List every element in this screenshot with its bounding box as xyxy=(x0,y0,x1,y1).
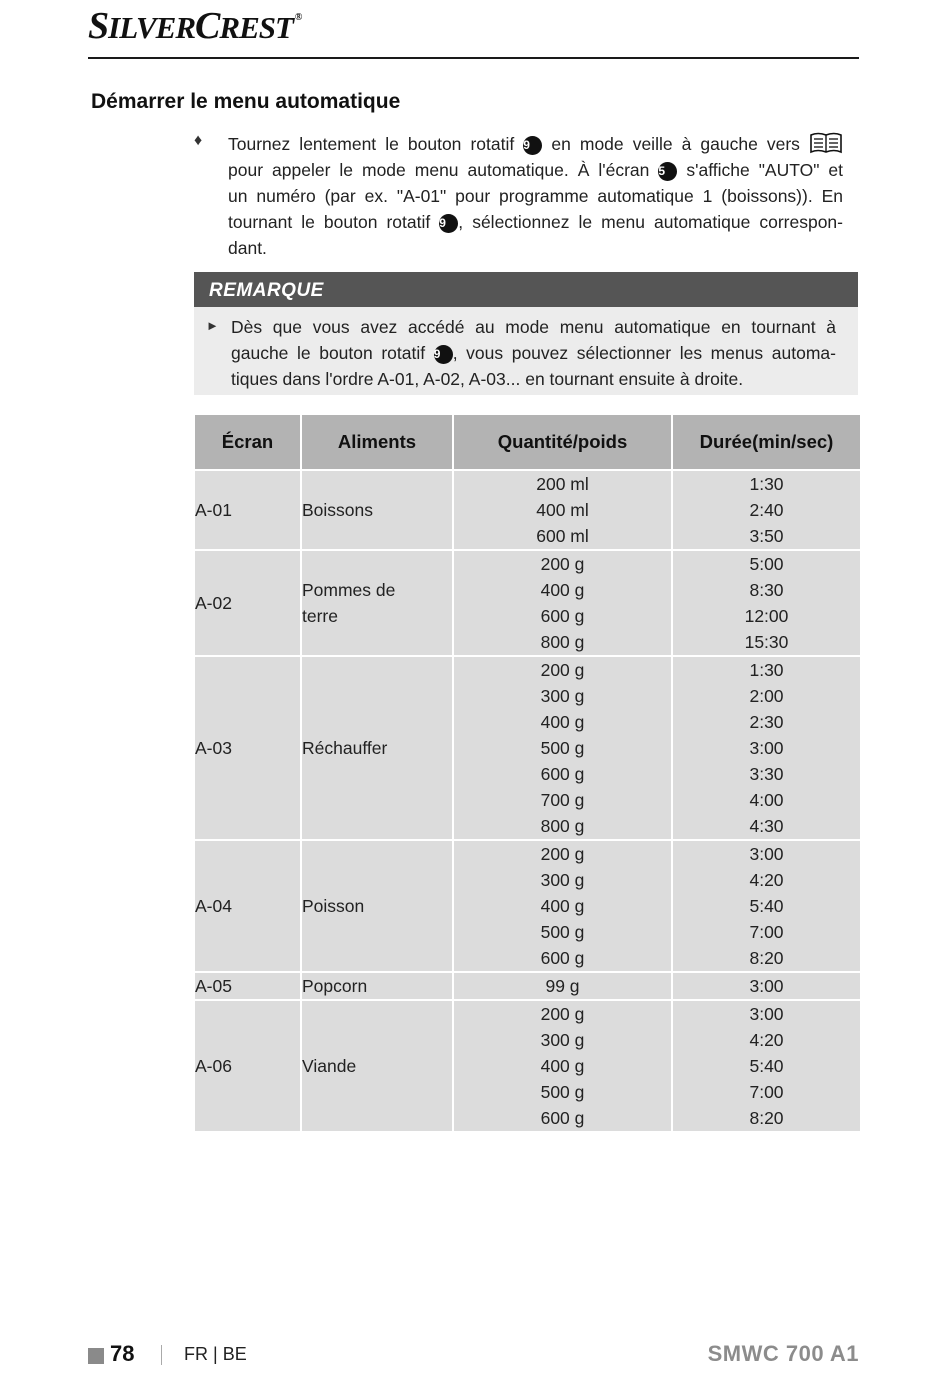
row-code: A-01 xyxy=(194,470,301,550)
row-food: Poisson xyxy=(301,840,453,972)
table-row xyxy=(194,972,861,1000)
row-durations: 5:00 8:30 12:00 15:30 xyxy=(672,550,861,656)
remark-title: REMARQUE xyxy=(194,272,858,307)
row-code: A-05 xyxy=(194,972,301,1000)
header-quantity: Quantité/poids xyxy=(453,414,672,470)
table-row xyxy=(194,470,861,550)
page-footer xyxy=(88,1340,859,1372)
section-title: Démarrer le menu automatique xyxy=(91,90,401,113)
para-line-1: Tournez lentement le bouton rotatif 9 en mode veille à gauche vers xyxy=(228,131,843,157)
table-row xyxy=(194,840,861,972)
row-quantities: 200 g 400 g 600 g 800 g xyxy=(453,550,672,656)
para-line-2: pour appeler le mode menu automatique. À l'écran 5 s'affiche "AUTO" et xyxy=(228,160,844,180)
table-row xyxy=(194,656,861,840)
instruction-paragraph xyxy=(228,131,843,261)
footer-square-icon xyxy=(88,1348,104,1364)
row-quantities: 200 g 300 g 400 g 500 g 600 g xyxy=(453,840,672,972)
badge-9-icon: 9 xyxy=(434,345,453,364)
remark-text xyxy=(231,314,836,392)
row-food: Boissons xyxy=(301,470,453,550)
table-header-row xyxy=(194,414,861,470)
remark-line-1: Dès que vous avez accédé au mode menu automatique en tournant à xyxy=(231,317,836,337)
badge-9-icon: 9 xyxy=(523,136,542,155)
row-quantities: 200 g 300 g 400 g 500 g 600 g xyxy=(453,1000,672,1132)
auto-menu-book-icon xyxy=(809,132,843,154)
auto-menu-table xyxy=(193,413,862,1133)
row-quantities: 200 g 300 g 400 g 500 g 600 g 700 g 800 g xyxy=(453,656,672,840)
footer-divider xyxy=(161,1345,162,1365)
remark-line-2: gauche le bouton rotatif 9 , vous pouvez sélectionner les menus automa- xyxy=(231,343,836,363)
row-durations: 3:00 4:20 5:40 7:00 8:20 xyxy=(672,840,861,972)
bullet-diamond: ♦ xyxy=(194,132,203,149)
header-screen: Écran xyxy=(194,414,301,470)
row-quantities: 99 g xyxy=(453,972,672,1000)
table-row xyxy=(194,1000,861,1132)
para-line-3: un numéro (par ex. "A-01" pour programme automatique 1 (boissons)). En xyxy=(228,186,843,206)
badge-9-icon: 9 xyxy=(439,214,458,233)
row-code: A-03 xyxy=(194,656,301,840)
para-line-4: tournant le bouton rotatif 9 , sélectionnez le menu automatique correspon- xyxy=(228,212,843,232)
row-quantities: 200 ml 400 ml 600 ml xyxy=(453,470,672,550)
row-food: Réchauffer xyxy=(301,656,453,840)
remark-box xyxy=(194,272,858,395)
row-food: Popcorn xyxy=(301,972,453,1000)
header-food: Aliments xyxy=(301,414,453,470)
row-code: A-04 xyxy=(194,840,301,972)
row-durations: 3:00 xyxy=(672,972,861,1000)
para-line-5: dant. xyxy=(228,238,267,258)
language-code: FR | BE xyxy=(184,1344,247,1364)
row-durations: 3:00 4:20 5:40 7:00 8:20 xyxy=(672,1000,861,1132)
header-duration: Durée(min/sec) xyxy=(672,414,861,470)
row-food: Viande xyxy=(301,1000,453,1132)
row-code: A-06 xyxy=(194,1000,301,1132)
row-code: A-02 xyxy=(194,550,301,656)
row-durations: 1:30 2:40 3:50 xyxy=(672,470,861,550)
arrow-right-icon: ► xyxy=(206,318,219,333)
model-number: SMWC 700 A1 xyxy=(707,1341,859,1366)
row-durations: 1:30 2:00 2:30 3:00 3:30 4:00 4:30 xyxy=(672,656,861,840)
table-row xyxy=(194,550,861,656)
header-rule xyxy=(88,57,859,59)
remark-line-3: tiques dans l'ordre A-01, A-02, A-03... en tournant ensuite à droite. xyxy=(231,369,744,389)
page-number: 78 xyxy=(110,1341,135,1366)
badge-5-icon: 5 xyxy=(658,162,677,181)
brand-logo: SILVERCREST ® xyxy=(88,5,302,47)
row-food: Pommes de terre xyxy=(301,550,453,656)
